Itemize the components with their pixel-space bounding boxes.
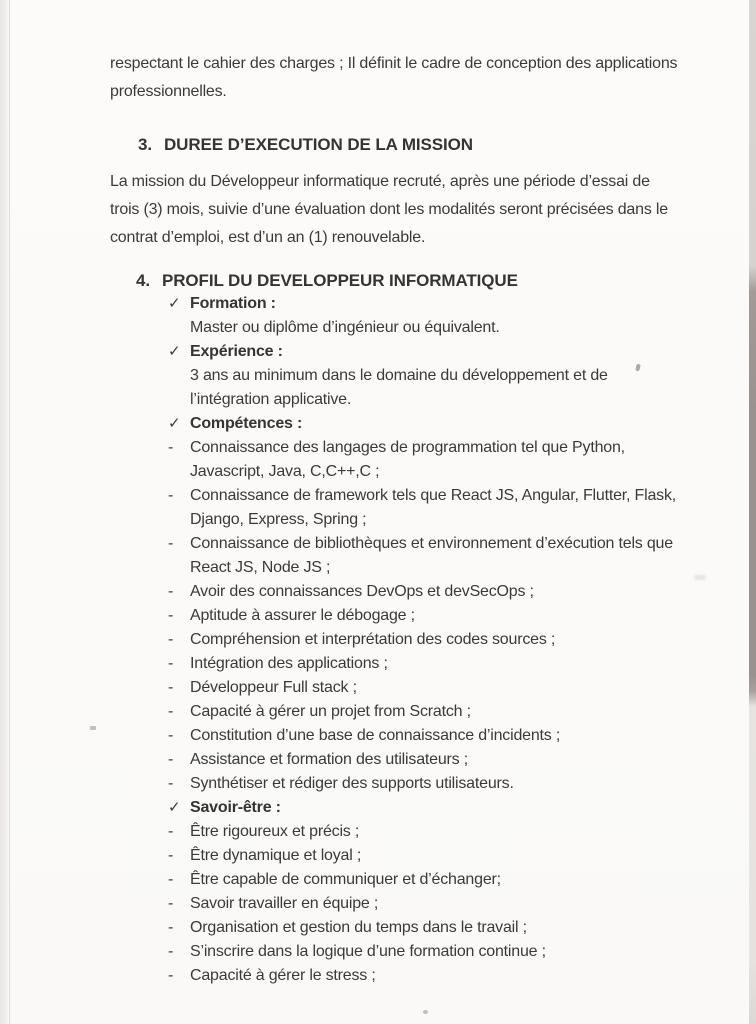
section-number: 4.: [136, 271, 150, 290]
item-text: Constitution d’une base de connaissance d’incidents ;: [190, 727, 561, 744]
scan-edge-right-strip: [749, 0, 756, 1024]
bullet-spacer: [168, 556, 190, 580]
intro-paragraph: [110, 50, 677, 106]
dash-bullet-icon: -: [168, 535, 174, 552]
section-number: 3.: [138, 135, 152, 154]
text-line: La mission du Développeur informatique recruté, après une période d’essai de: [110, 173, 650, 190]
check-bullet-icon: ✓: [168, 415, 181, 432]
item-text: Capacité à gérer le stress ;: [190, 967, 376, 984]
item-text: Connaissance de framework tels que React JS, Angular, Flutter, Flask,: [190, 487, 676, 504]
item-text: Javascript, Java, C,C++,C ;: [190, 463, 380, 480]
item-text: Capacité à gérer un projet from Scratch ;: [190, 703, 471, 720]
dash-item: [168, 892, 676, 916]
item-text: Savoir-être :: [190, 799, 281, 816]
section-3-paragraph: [110, 168, 668, 252]
dash-bullet-icon: -: [168, 895, 174, 912]
section-3-heading: [138, 131, 473, 159]
dash-bullet-icon: -: [168, 727, 174, 744]
item-text: Être dynamique et loyal ;: [190, 847, 362, 864]
bullet-spacer: [168, 388, 190, 412]
item-text: Assistance et formation des utilisateurs ;: [190, 751, 468, 768]
dash-bullet-icon: -: [168, 631, 174, 648]
dash-bullet-icon: -: [168, 847, 174, 864]
item-text: Expérience :: [190, 343, 283, 360]
bullet-spacer: [168, 316, 190, 340]
check-item: [168, 796, 676, 820]
dash-bullet-icon: -: [168, 703, 174, 720]
dash-bullet-icon: -: [168, 487, 174, 504]
item-text: Compréhension et interprétation des codes sources ;: [190, 631, 556, 648]
item-text: Formation :: [190, 295, 276, 312]
text-line: trois (3) mois, suivie d’une évaluation dont les modalités seront précisées dans le: [110, 201, 668, 218]
item-text: S’inscrire dans la logique d’une formation continue ;: [190, 943, 546, 960]
item-text: Savoir travailler en équipe ;: [190, 895, 379, 912]
item-text: Django, Express, Spring ;: [190, 511, 367, 528]
section-4-heading: [136, 267, 518, 295]
dash-bullet-icon: -: [168, 775, 174, 792]
item-text: Compétences :: [190, 415, 303, 432]
dash-bullet-icon: -: [168, 823, 174, 840]
dash-bullet-icon: -: [168, 919, 174, 936]
dash-item: [168, 724, 676, 748]
dash-bullet-icon: -: [168, 607, 174, 624]
dash-item: [168, 700, 676, 724]
continuation-line: [168, 364, 676, 388]
dash-item: [168, 484, 676, 508]
item-text: Aptitude à assurer le débogage ;: [190, 607, 415, 624]
scan-speck: [90, 726, 96, 730]
item-text: Synthétiser et rédiger des supports utilisateurs.: [190, 775, 514, 792]
dash-bullet-icon: -: [168, 751, 174, 768]
item-text: Organisation et gestion du temps dans le travail ;: [190, 919, 527, 936]
section-title: DUREE D’EXECUTION DE LA MISSION: [164, 135, 473, 154]
bullet-spacer: [168, 508, 190, 532]
continuation-line: [168, 460, 676, 484]
continuation-line: [168, 508, 676, 532]
text-line: professionnelles.: [110, 83, 227, 100]
item-text: Avoir des connaissances DevOps et devSecOps ;: [190, 583, 534, 600]
dash-item: [168, 844, 676, 868]
bullet-spacer: [168, 460, 190, 484]
check-item: [168, 292, 676, 316]
dash-item: [168, 820, 676, 844]
dash-item: [168, 940, 676, 964]
item-text: Être capable de communiquer et d’échanger;: [190, 871, 501, 888]
profile-list: [168, 292, 676, 988]
item-text: Master ou diplôme d’ingénieur ou équivalent.: [190, 319, 500, 336]
continuation-line: [168, 388, 676, 412]
continuation-line: [168, 316, 676, 340]
item-text: Connaissance des langages de programmation tel que Python,: [190, 439, 625, 456]
dash-item: [168, 772, 676, 796]
check-bullet-icon: ✓: [168, 799, 181, 816]
dash-bullet-icon: -: [168, 655, 174, 672]
dash-bullet-icon: -: [168, 967, 174, 984]
dash-item: [168, 628, 676, 652]
bullet-spacer: [168, 364, 190, 388]
item-text: l’intégration applicative.: [190, 391, 352, 408]
scan-smudge: [694, 575, 706, 580]
item-text: Connaissance de bibliothèques et environnement d’exécution tels que: [190, 535, 673, 552]
dash-item: [168, 604, 676, 628]
section-title: PROFIL DU DEVELOPPEUR INFORMATIQUE: [162, 271, 518, 290]
dash-item: [168, 652, 676, 676]
dash-item: [168, 580, 676, 604]
dash-bullet-icon: -: [168, 439, 174, 456]
dash-bullet-icon: -: [168, 583, 174, 600]
scan-edge-left-strip: [0, 0, 10, 1024]
check-item: [168, 340, 676, 364]
scan-speck: [423, 1010, 428, 1014]
dash-item: [168, 748, 676, 772]
text-line: contrat d’emploi, est d’un an (1) renouvelable.: [110, 229, 426, 246]
text-line: respectant le cahier des charges ; Il définit le cadre de conception des applications: [110, 55, 678, 72]
check-bullet-icon: ✓: [168, 295, 181, 312]
dash-item: [168, 436, 676, 460]
dash-item: [168, 676, 676, 700]
dash-bullet-icon: -: [168, 871, 174, 888]
dash-item: [168, 532, 676, 556]
dash-item: [168, 868, 676, 892]
continuation-line: [168, 556, 676, 580]
item-text: Être rigoureux et précis ;: [190, 823, 360, 840]
check-bullet-icon: ✓: [168, 343, 181, 360]
dash-item: [168, 964, 676, 988]
check-item: [168, 412, 676, 436]
dash-bullet-icon: -: [168, 943, 174, 960]
dash-item: [168, 916, 676, 940]
item-text: 3 ans au minimum dans le domaine du développement et de: [190, 367, 608, 384]
item-text: Intégration des applications ;: [190, 655, 388, 672]
item-text: Développeur Full stack ;: [190, 679, 357, 696]
item-text: React JS, Node JS ;: [190, 559, 331, 576]
dash-bullet-icon: -: [168, 679, 174, 696]
